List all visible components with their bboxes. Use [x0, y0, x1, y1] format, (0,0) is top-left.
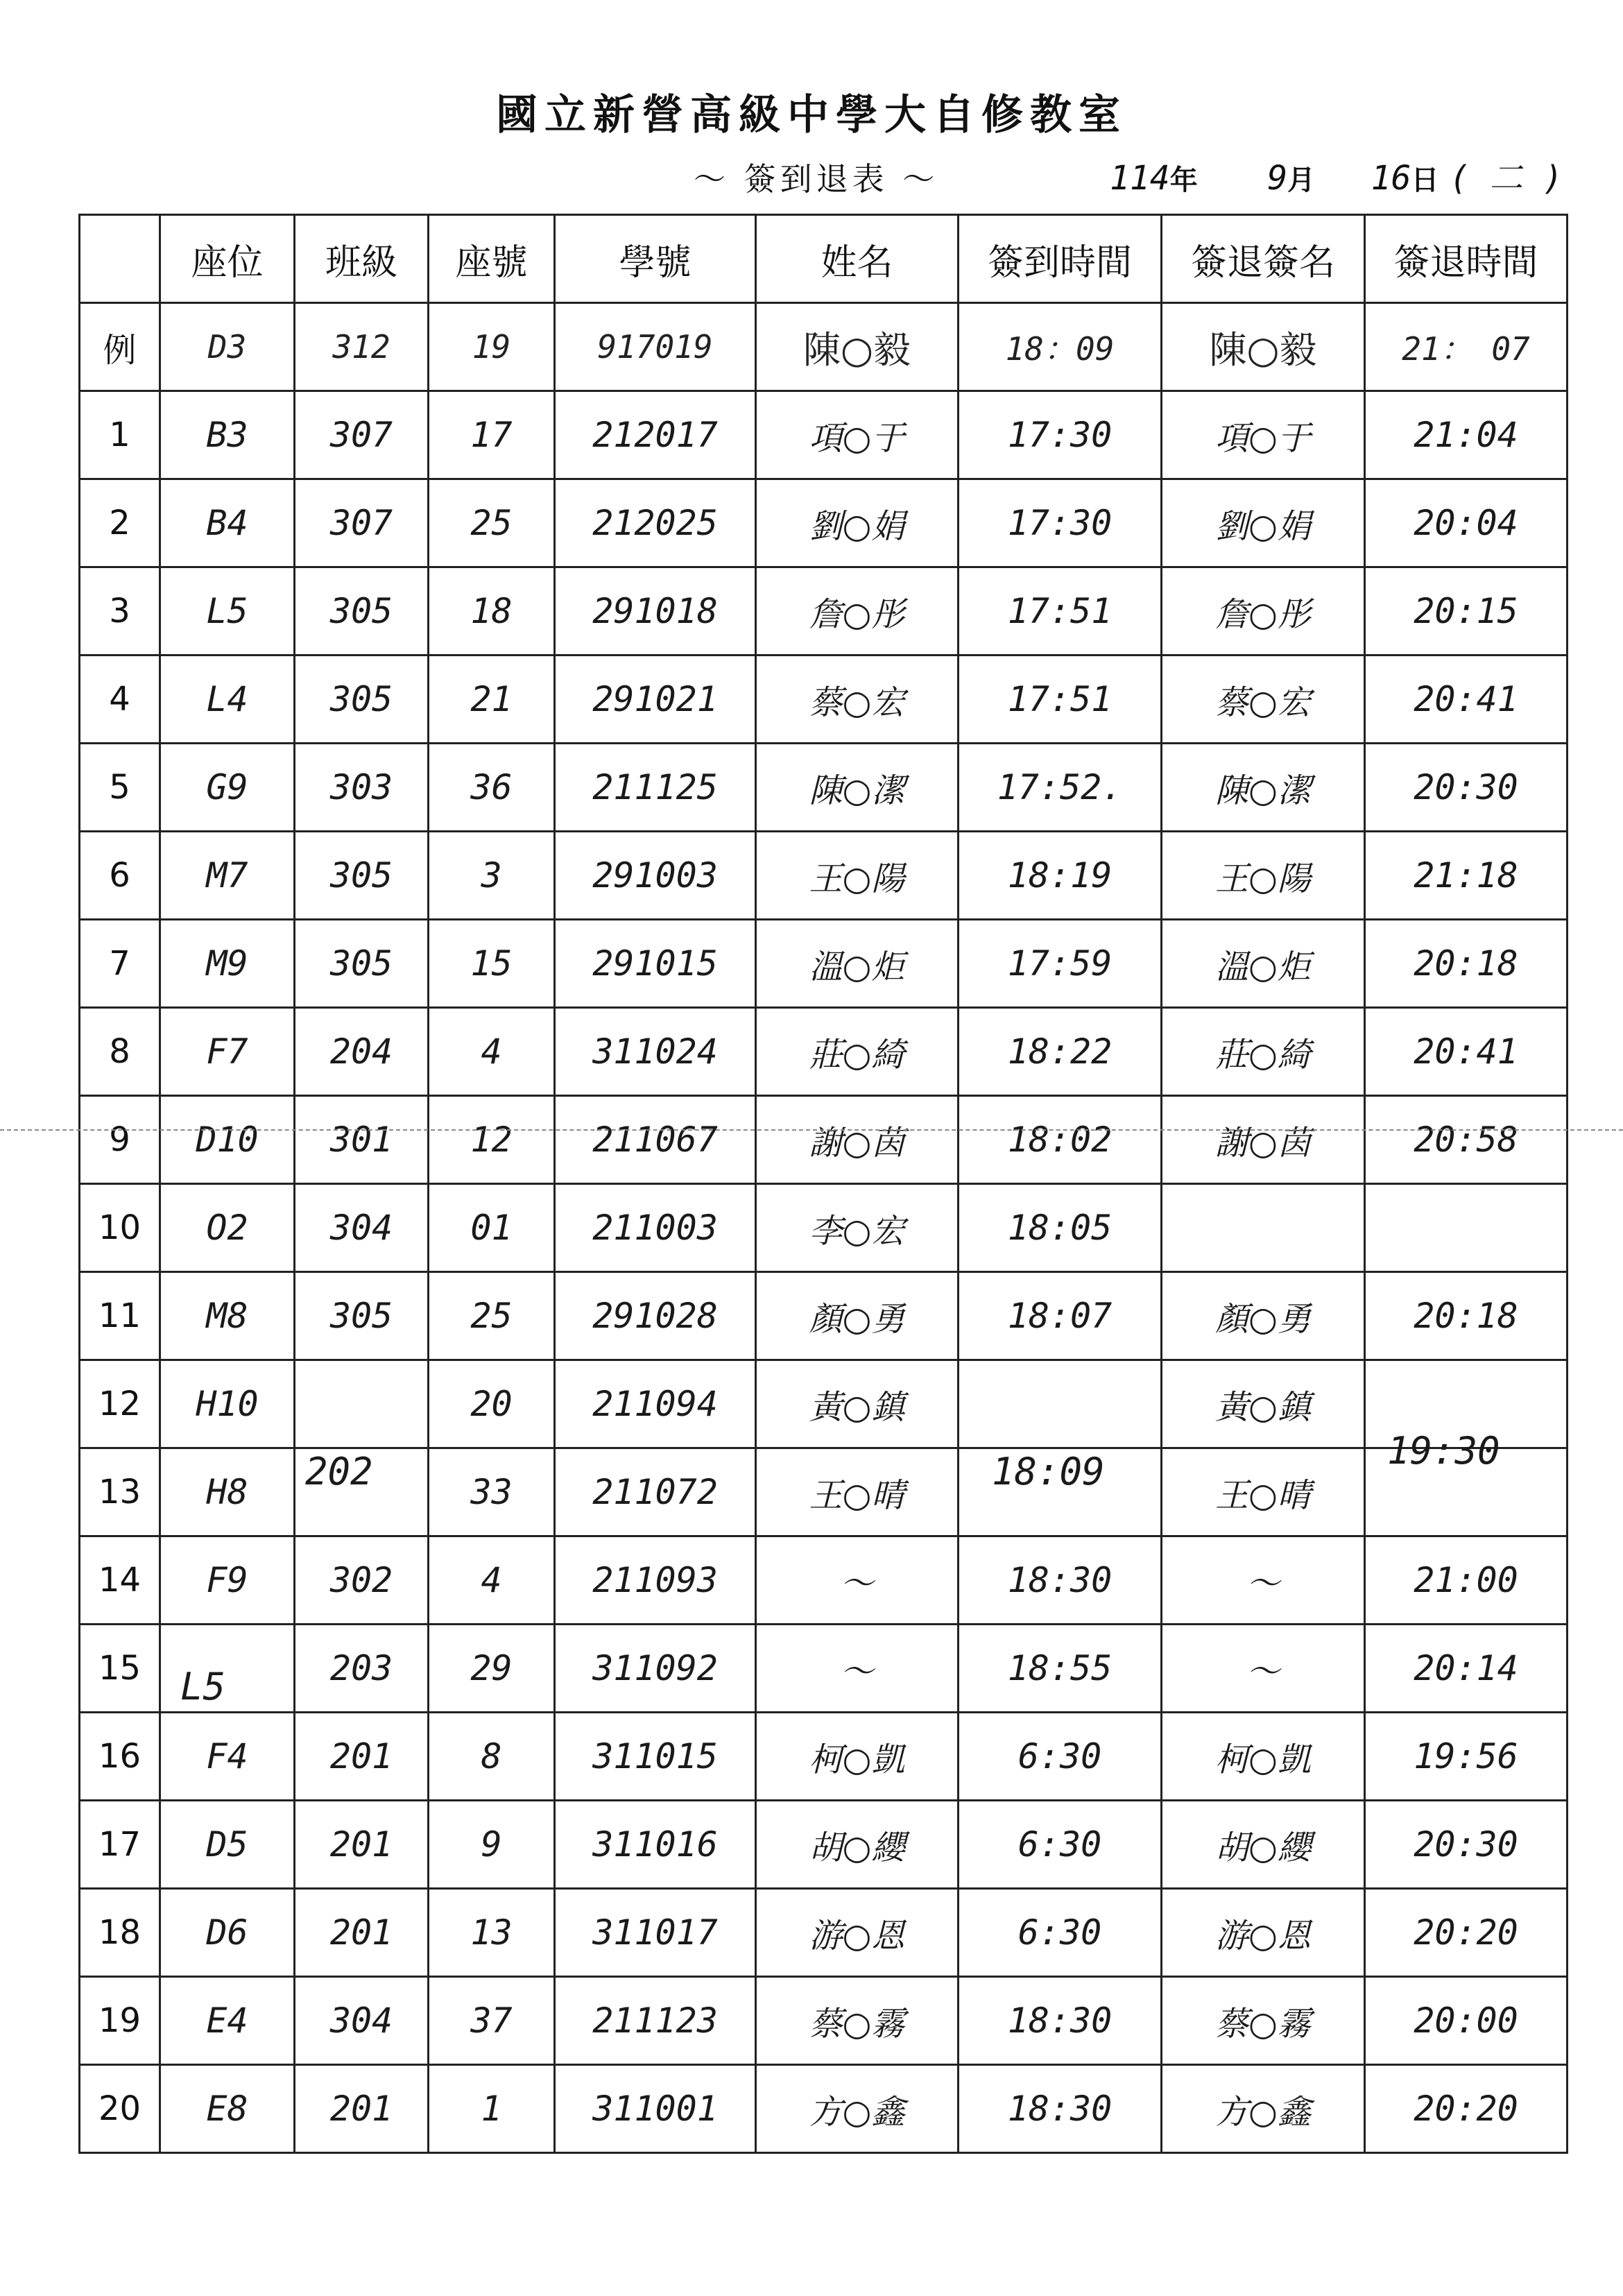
- example-name: 陳○毅: [756, 303, 959, 391]
- seat-cell: F4: [160, 1713, 295, 1801]
- row-number: 11: [80, 1272, 160, 1360]
- student-id-cell: 311024: [555, 1008, 756, 1096]
- col-header-class: 班級: [295, 215, 429, 303]
- sign-out-time-cell: 20:04: [1365, 479, 1568, 567]
- sign-out-time-cell: 20:58: [1365, 1096, 1568, 1184]
- sign-out-name-cell: 謝○茵: [1162, 1096, 1365, 1184]
- student-id-cell: 291003: [555, 832, 756, 920]
- class-cell: 305: [295, 920, 429, 1008]
- sign-in-time-cell: 17:30: [959, 391, 1162, 479]
- row-number: 18: [80, 1889, 160, 1977]
- row-number: 8: [80, 1008, 160, 1096]
- name-cell: 蔡○霧: [756, 1977, 959, 2065]
- student-id-cell: 311017: [555, 1889, 756, 1977]
- sign-out-time-cell: 20:30: [1365, 1801, 1568, 1889]
- class-cell: 201: [295, 1801, 429, 1889]
- seat-no-cell: 33: [429, 1448, 555, 1536]
- sign-in-time-cell: 6:30: [959, 1801, 1162, 1889]
- page-title: 國立新營高級中學大自修教室: [496, 91, 1127, 139]
- seat-no-cell: 4: [429, 1536, 555, 1625]
- row-number: 13: [80, 1448, 160, 1536]
- sign-out-time-cell: 21:18: [1365, 832, 1568, 920]
- sign-in-time-cell: 18:55: [959, 1625, 1162, 1713]
- sign-out-time-cell: 21:00: [1365, 1536, 1568, 1625]
- seat-no-cell: 01: [429, 1184, 555, 1272]
- class-cell: 304: [295, 1184, 429, 1272]
- name-cell: 柯○凱: [756, 1713, 959, 1801]
- class-cell: 305: [295, 832, 429, 920]
- row-number: 10: [80, 1184, 160, 1272]
- table-row: [80, 1889, 1568, 1977]
- class-cell: 204: [295, 1008, 429, 1096]
- sign-in-time-cell: 17:30: [959, 479, 1162, 567]
- sign-out-time-cell: 20:30: [1365, 744, 1568, 832]
- name-cell: 游○恩: [756, 1889, 959, 1977]
- sign-out-name-cell: [1162, 1184, 1365, 1272]
- sign-in-time-cell: [959, 1360, 1162, 1448]
- sign-out-name-cell: 柯○凱: [1162, 1713, 1365, 1801]
- row-number: 5: [80, 744, 160, 832]
- table-row: [80, 1096, 1568, 1184]
- date-day-label: 日: [1411, 164, 1439, 196]
- student-id-cell: 311016: [555, 1801, 756, 1889]
- student-id-cell: 211067: [555, 1096, 756, 1184]
- col-header-sign-out-name: 簽退簽名: [1162, 215, 1365, 303]
- seat-no-cell: 4: [429, 1008, 555, 1096]
- sign-out-name-cell: 蔡○宏: [1162, 656, 1365, 744]
- row-number: 15: [80, 1625, 160, 1713]
- date-year-label: 年: [1169, 164, 1198, 196]
- table-row: [80, 391, 1568, 479]
- sign-out-time-cell: 20:20: [1365, 2065, 1568, 2153]
- col-header-index: [80, 215, 160, 303]
- class-cell: 307: [295, 391, 429, 479]
- seat-no-cell: 12: [429, 1096, 555, 1184]
- seat-cell: L5: [160, 567, 295, 656]
- sign-in-table: [78, 214, 1568, 2154]
- sign-out-name-cell: 蔡○霧: [1162, 1977, 1365, 2065]
- name-cell: 王○陽: [756, 832, 959, 920]
- class-cell: 203: [295, 1625, 429, 1713]
- example-sign-in: 18：09: [959, 303, 1162, 391]
- row-number: 4: [80, 656, 160, 744]
- table-row: [80, 1977, 1568, 2065]
- sign-in-time-cell: 18:30: [959, 2065, 1162, 2153]
- student-id-cell: 291015: [555, 920, 756, 1008]
- table-row: [80, 1184, 1568, 1272]
- class-cell: 201: [295, 1713, 429, 1801]
- student-id-cell: 291021: [555, 656, 756, 744]
- table-row: [80, 832, 1568, 920]
- sign-in-time-cell: 18:02: [959, 1096, 1162, 1184]
- sign-out-name-cell: 胡○纓: [1162, 1801, 1365, 1889]
- table-row: [80, 2065, 1568, 2153]
- table-row: [80, 1625, 1568, 1713]
- example-class: 312: [295, 303, 429, 391]
- class-cell: 305: [295, 1272, 429, 1360]
- seat-cell: E4: [160, 1977, 295, 2065]
- name-cell: 李○宏: [756, 1184, 959, 1272]
- class-cell: 302: [295, 1536, 429, 1625]
- seat-cell: D6: [160, 1889, 295, 1977]
- seat-cell: M8: [160, 1272, 295, 1360]
- merged-seat-15: L5: [180, 1665, 226, 1708]
- name-cell: 莊○綺: [756, 1008, 959, 1096]
- scan-dashed-line: [0, 1129, 1623, 1131]
- student-id-cell: 212017: [555, 391, 756, 479]
- date-day: 16: [1371, 159, 1411, 198]
- row-number: 1: [80, 391, 160, 479]
- row-number: 6: [80, 832, 160, 920]
- sign-out-name-cell: 游○恩: [1162, 1889, 1365, 1977]
- table-row: [80, 656, 1568, 744]
- merged-sign-in-12-13: 18:09: [992, 1450, 1105, 1493]
- student-id-cell: 211125: [555, 744, 756, 832]
- seat-no-cell: 25: [429, 479, 555, 567]
- seat-no-cell: 29: [429, 1625, 555, 1713]
- sign-in-time-cell: 18:07: [959, 1272, 1162, 1360]
- col-header-seat: 座位: [160, 215, 295, 303]
- class-cell: 305: [295, 656, 429, 744]
- name-cell: ～: [756, 1625, 959, 1713]
- seat-cell: B3: [160, 391, 295, 479]
- col-header-sign-out-time: 簽退時間: [1365, 215, 1568, 303]
- seat-cell: G9: [160, 744, 295, 832]
- seat-no-cell: 25: [429, 1272, 555, 1360]
- table-row: [80, 479, 1568, 567]
- seat-no-cell: 13: [429, 1889, 555, 1977]
- seat-cell: O2: [160, 1184, 295, 1272]
- seat-cell: H8: [160, 1448, 295, 1536]
- sign-out-name-cell: 王○晴: [1162, 1448, 1365, 1536]
- table-row: [80, 1536, 1568, 1625]
- seat-no-cell: 1: [429, 2065, 555, 2153]
- student-id-cell: 291018: [555, 567, 756, 656]
- sign-out-name-cell: ～: [1162, 1536, 1365, 1625]
- sign-in-time-cell: 17:51: [959, 567, 1162, 656]
- seat-no-cell: 20: [429, 1360, 555, 1448]
- seat-no-cell: 37: [429, 1977, 555, 2065]
- sign-out-name-cell: 陳○潔: [1162, 744, 1365, 832]
- student-id-cell: 311001: [555, 2065, 756, 2153]
- table-row: [80, 744, 1568, 832]
- date-year: 114: [1110, 159, 1170, 198]
- name-cell: 王○晴: [756, 1448, 959, 1536]
- sign-out-name-cell: 詹○彤: [1162, 567, 1365, 656]
- sign-in-time-cell: 17:51: [959, 656, 1162, 744]
- sign-out-time-cell: 20:15: [1365, 567, 1568, 656]
- date-weekday: ( 二 ): [1449, 159, 1563, 198]
- seat-cell: M7: [160, 832, 295, 920]
- class-cell: 304: [295, 1977, 429, 2065]
- table-row: [80, 1713, 1568, 1801]
- sign-out-name-cell: 項○于: [1162, 391, 1365, 479]
- sign-out-name-cell: 劉○娟: [1162, 479, 1365, 567]
- student-id-cell: 211072: [555, 1448, 756, 1536]
- class-cell: 301: [295, 1096, 429, 1184]
- example-label: 例: [80, 303, 160, 391]
- table-row: [80, 1801, 1568, 1889]
- sign-in-time-cell: 18:30: [959, 1536, 1162, 1625]
- sign-out-time-cell: 20:18: [1365, 1272, 1568, 1360]
- col-header-name: 姓名: [756, 215, 959, 303]
- sign-in-time-cell: 18:22: [959, 1008, 1162, 1096]
- merged-sign-out-12-13: 19:30: [1387, 1429, 1500, 1473]
- row-number: 2: [80, 479, 160, 567]
- merged-class-12-13: 202: [305, 1450, 373, 1493]
- sign-out-name-cell: ～: [1162, 1625, 1365, 1713]
- example-student-id: 917019: [555, 303, 756, 391]
- page-subtitle: ～ 簽到退表 ～: [694, 160, 939, 198]
- sign-in-time-cell: 17:52.: [959, 744, 1162, 832]
- seat-no-cell: 9: [429, 1801, 555, 1889]
- student-id-cell: 212025: [555, 479, 756, 567]
- name-cell: ～: [756, 1536, 959, 1625]
- sign-in-time-cell: 6:30: [959, 1713, 1162, 1801]
- example-seat-no: 19: [429, 303, 555, 391]
- student-id-cell: 291028: [555, 1272, 756, 1360]
- table-row: [80, 1448, 1568, 1536]
- seat-no-cell: 8: [429, 1713, 555, 1801]
- seat-cell: D5: [160, 1801, 295, 1889]
- seat-cell: E8: [160, 2065, 295, 2153]
- date-month-label: 月: [1287, 164, 1316, 196]
- example-sign-out: 21： 07: [1365, 303, 1568, 391]
- row-number: 20: [80, 2065, 160, 2153]
- example-sign-out-name: 陳○毅: [1162, 303, 1365, 391]
- row-number: 14: [80, 1536, 160, 1625]
- class-cell: 201: [295, 1889, 429, 1977]
- sign-out-time-cell: 20:41: [1365, 656, 1568, 744]
- header-row: [80, 215, 1568, 303]
- row-number: 7: [80, 920, 160, 1008]
- row-number: 16: [80, 1713, 160, 1801]
- name-cell: 謝○茵: [756, 1096, 959, 1184]
- table-row: [80, 1360, 1568, 1448]
- row-number: 9: [80, 1096, 160, 1184]
- sign-out-name-cell: 方○鑫: [1162, 2065, 1365, 2153]
- sign-out-time-cell: 20:00: [1365, 1977, 1568, 2065]
- col-header-sign-in-time: 簽到時間: [959, 215, 1162, 303]
- table-row: [80, 1008, 1568, 1096]
- seat-no-cell: 21: [429, 656, 555, 744]
- sign-out-name-cell: 顏○勇: [1162, 1272, 1365, 1360]
- table-row: [80, 920, 1568, 1008]
- sign-out-name-cell: 溫○炬: [1162, 920, 1365, 1008]
- student-id-cell: 211123: [555, 1977, 756, 2065]
- name-cell: 胡○纓: [756, 1801, 959, 1889]
- class-cell: 201: [295, 2065, 429, 2153]
- sign-out-time-cell: 20:20: [1365, 1889, 1568, 1977]
- name-cell: 劉○娟: [756, 479, 959, 567]
- name-cell: 詹○彤: [756, 567, 959, 656]
- student-id-cell: 211003: [555, 1184, 756, 1272]
- name-cell: 項○于: [756, 391, 959, 479]
- date-line: [1110, 151, 1563, 199]
- student-id-cell: 211094: [555, 1360, 756, 1448]
- col-header-student-id: 學號: [555, 215, 756, 303]
- sign-out-name-cell: 黃○鎮: [1162, 1360, 1365, 1448]
- row-number: 12: [80, 1360, 160, 1448]
- seat-cell: F9: [160, 1536, 295, 1625]
- row-number: 17: [80, 1801, 160, 1889]
- sign-in-time-cell: 18:19: [959, 832, 1162, 920]
- name-cell: 黃○鎮: [756, 1360, 959, 1448]
- name-cell: 陳○潔: [756, 744, 959, 832]
- row-number: 3: [80, 567, 160, 656]
- name-cell: 蔡○宏: [756, 656, 959, 744]
- student-id-cell: 211093: [555, 1536, 756, 1625]
- seat-cell: F7: [160, 1008, 295, 1096]
- seat-cell: M9: [160, 920, 295, 1008]
- class-cell: 307: [295, 479, 429, 567]
- sign-in-time-cell: 17:59: [959, 920, 1162, 1008]
- sign-out-time-cell: 19:56: [1365, 1713, 1568, 1801]
- name-cell: 方○鑫: [756, 2065, 959, 2153]
- class-cell: [295, 1360, 429, 1448]
- student-id-cell: 311015: [555, 1713, 756, 1801]
- table-row: [80, 567, 1568, 656]
- class-cell: 305: [295, 567, 429, 656]
- sign-in-time-cell: 18:30: [959, 1977, 1162, 2065]
- sign-out-time-cell: 20:18: [1365, 920, 1568, 1008]
- seat-no-cell: 36: [429, 744, 555, 832]
- example-row: [80, 303, 1568, 391]
- seat-cell: L4: [160, 656, 295, 744]
- seat-no-cell: 18: [429, 567, 555, 656]
- student-id-cell: 311092: [555, 1625, 756, 1713]
- table-row: [80, 1272, 1568, 1360]
- col-header-seat-no: 座號: [429, 215, 555, 303]
- example-seat: D3: [160, 303, 295, 391]
- sign-out-name-cell: 王○陽: [1162, 832, 1365, 920]
- seat-no-cell: 3: [429, 832, 555, 920]
- sign-out-time-cell: [1365, 1184, 1568, 1272]
- sign-in-time-cell: 18:05: [959, 1184, 1162, 1272]
- seat-cell: D10: [160, 1096, 295, 1184]
- sign-in-time-cell: 6:30: [959, 1889, 1162, 1977]
- sign-out-time-cell: 21:04: [1365, 391, 1568, 479]
- sign-out-time-cell: 20:41: [1365, 1008, 1568, 1096]
- date-month: 9: [1267, 159, 1288, 198]
- row-number: 19: [80, 1977, 160, 2065]
- seat-cell: B4: [160, 479, 295, 567]
- seat-no-cell: 15: [429, 920, 555, 1008]
- class-cell: 303: [295, 744, 429, 832]
- seat-cell: H10: [160, 1360, 295, 1448]
- name-cell: 顏○勇: [756, 1272, 959, 1360]
- name-cell: 溫○炬: [756, 920, 959, 1008]
- sign-out-time-cell: 20:14: [1365, 1625, 1568, 1713]
- sign-out-name-cell: 莊○綺: [1162, 1008, 1365, 1096]
- seat-no-cell: 17: [429, 391, 555, 479]
